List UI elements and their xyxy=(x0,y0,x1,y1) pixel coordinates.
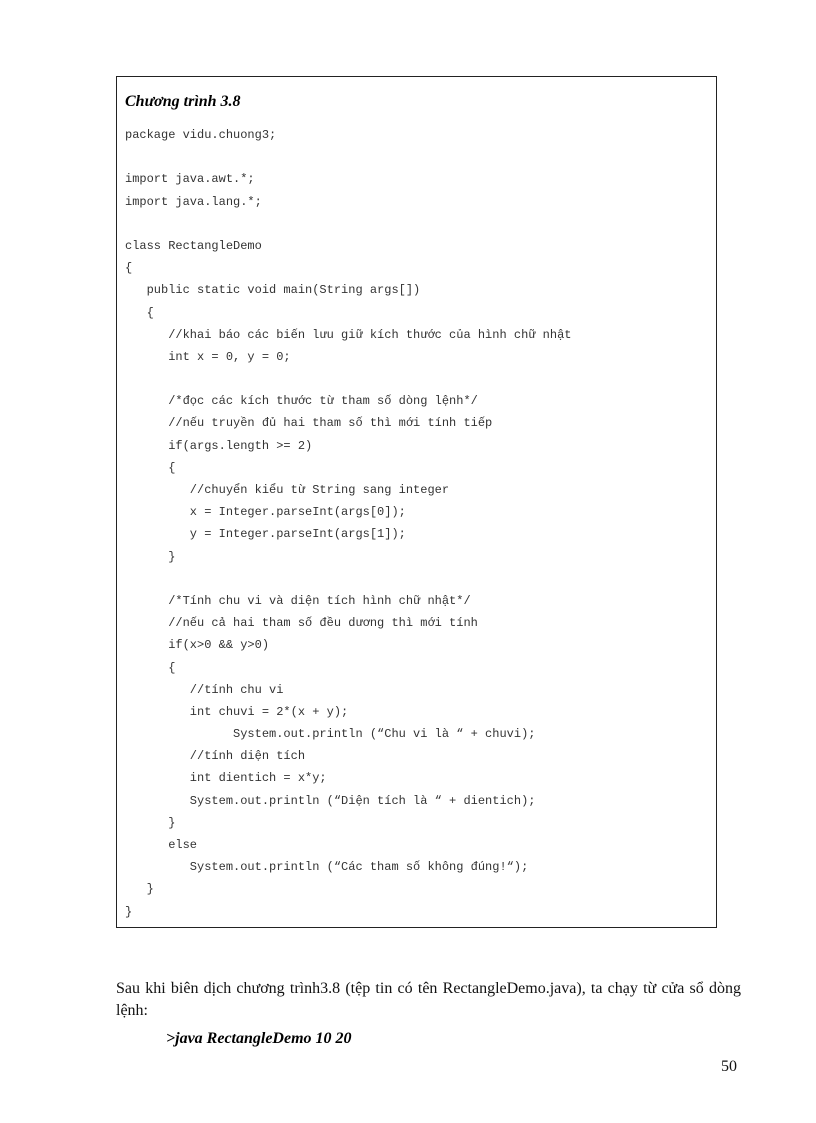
code-line: } xyxy=(125,882,154,897)
code-line xyxy=(125,568,571,590)
code-line: System.out.println (“Các tham số không đúng!“); xyxy=(125,860,529,875)
code-line: /*đọc các kích thước từ tham số dòng lệnh*/ xyxy=(125,394,478,409)
code-line: int dientich = x*y; xyxy=(125,771,327,786)
code-line xyxy=(125,368,571,390)
code-line: x = Integer.parseInt(args[0]); xyxy=(125,505,406,520)
code-block xyxy=(125,124,571,923)
code-line: System.out.println (“Diện tích là “ + dientich); xyxy=(125,793,536,808)
code-line: { xyxy=(125,261,133,276)
code-line: /*Tính chu vi và diện tích hình chữ nhật*/ xyxy=(125,593,471,608)
code-line: { xyxy=(125,660,176,675)
code-line xyxy=(125,213,571,235)
code-line: if(x>0 && y>0) xyxy=(125,638,270,653)
code-line xyxy=(125,146,571,168)
code-line: //chuyển kiểu từ String sang integer xyxy=(125,483,450,497)
code-line: //tính chu vi xyxy=(125,682,284,697)
page-number: 50 xyxy=(721,1058,737,1075)
body-paragraph: Sau khi biên dịch chương trình3.8 (tệp tin có tên RectangleDemo.java), ta chạy từ cửa sổ dòng lệnh: xyxy=(116,980,741,1019)
code-line: public static void main(String args[]) xyxy=(125,283,421,298)
command-line: >java RectangleDemo 10 20 xyxy=(166,1030,352,1047)
code-line: //tính diện tích xyxy=(125,749,306,764)
code-line: if(args.length >= 2) xyxy=(125,438,313,453)
code-line: { xyxy=(125,460,176,475)
code-line: System.out.println (“Chu vi là “ + chuvi); xyxy=(125,727,536,742)
program-title: Chương trình 3.8 xyxy=(125,93,241,110)
code-line: y = Integer.parseInt(args[1]); xyxy=(125,527,406,542)
code-line: //khai báo các biến lưu giữ kích thước của hình chữ nhật xyxy=(125,327,572,342)
code-line: import java.lang.*; xyxy=(125,194,262,209)
code-line: int chuvi = 2*(x + y); xyxy=(125,704,349,719)
code-listing-box xyxy=(116,76,717,928)
code-line: int x = 0, y = 0; xyxy=(125,349,291,364)
code-line: else xyxy=(125,838,198,852)
code-line: class RectangleDemo xyxy=(125,238,262,253)
code-line: //nếu cả hai tham số đều dương thì mới tính xyxy=(125,616,478,631)
code-line: } xyxy=(125,549,176,564)
code-line: } xyxy=(125,815,176,830)
code-line: { xyxy=(125,305,154,320)
code-line: //nếu truyền đủ hai tham số thì mới tính tiếp xyxy=(125,416,493,431)
code-line: } xyxy=(125,904,133,919)
code-line: import java.awt.*; xyxy=(125,172,255,187)
code-line: package vidu.chuong3; xyxy=(125,128,277,142)
